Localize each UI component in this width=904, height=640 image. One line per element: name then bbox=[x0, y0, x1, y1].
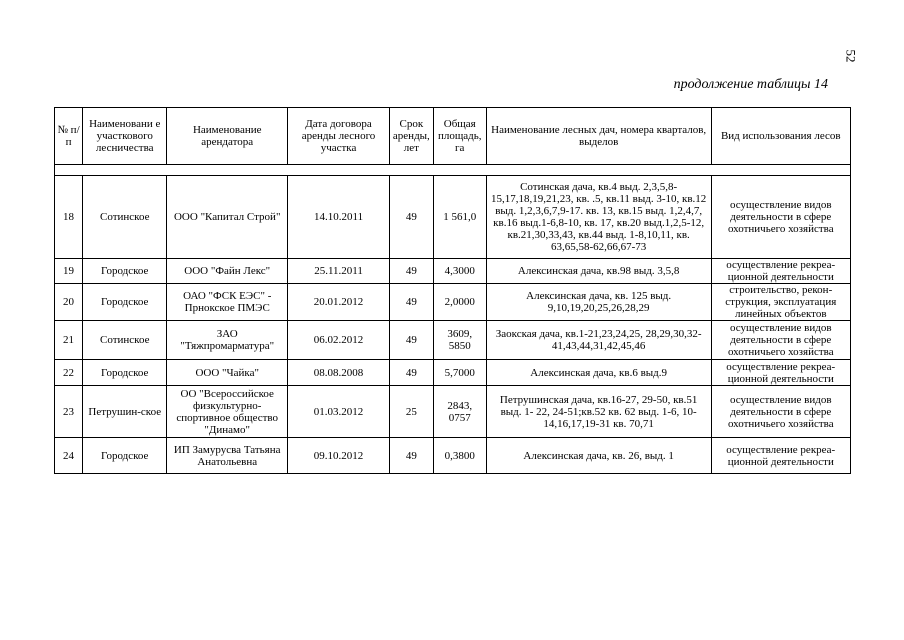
table-row bbox=[55, 386, 851, 438]
cell-forestry: Городское bbox=[83, 438, 167, 474]
page-number: 52 bbox=[843, 49, 859, 63]
table-caption: продолжение таблицы 14 bbox=[673, 77, 828, 92]
cell-area: 2,0000 bbox=[433, 284, 486, 321]
table-row bbox=[55, 321, 851, 360]
cell-plots: Алексинская дача, кв. 125 выд. 9,10,19,20,25,26,28,29 bbox=[486, 284, 711, 321]
cell-date: 09.10.2012 bbox=[288, 438, 390, 474]
cell-area: 2843, 0757 bbox=[433, 386, 486, 438]
cell-tenant: ОАО "ФСК ЕЭС" - Прнокское ПМЭС bbox=[167, 284, 288, 321]
cell-num: 20 bbox=[55, 284, 83, 321]
table-row bbox=[55, 259, 851, 284]
cell-date: 20.01.2012 bbox=[288, 284, 390, 321]
header-num: № п/п bbox=[55, 108, 83, 165]
cell-tenant: ЗАО "Тяжпромарматура" bbox=[167, 321, 288, 360]
cell-num: 24 bbox=[55, 438, 83, 474]
cell-forestry: Сотинское bbox=[83, 176, 167, 259]
cell-forestry: Городское bbox=[83, 259, 167, 284]
header-tenant: Наименование арендатора bbox=[167, 108, 288, 165]
cell-term: 49 bbox=[390, 284, 434, 321]
cell-date: 25.11.2011 bbox=[288, 259, 390, 284]
cell-plots: Алексинская дача, кв. 26, выд. 1 bbox=[486, 438, 711, 474]
cell-forestry: Сотинское bbox=[83, 321, 167, 360]
cell-tenant: ИП Замурусва Татьяна Анатольевна bbox=[167, 438, 288, 474]
cell-area: 3609, 5850 bbox=[433, 321, 486, 360]
cell-plots: Петрушинская дача, кв.16-27, 29-50, кв.51 выд. 1- 22, 24-51;кв.52 кв. 62 выд. 1-6, 10-14,16,17,19-31 кв. 70,71 bbox=[486, 386, 711, 438]
cell-usage: осуществление рекреа-ционной деятельности bbox=[711, 360, 850, 386]
header-plots: Наименование лесных дач, номера кварталов, выделов bbox=[486, 108, 711, 165]
cell-tenant: ООО "Чайка" bbox=[167, 360, 288, 386]
cell-area: 5,7000 bbox=[433, 360, 486, 386]
cell-usage: осуществление видов деятельности в сфере охотничьего хозяйства bbox=[711, 321, 850, 360]
cell-num: 19 bbox=[55, 259, 83, 284]
cell-term: 49 bbox=[390, 360, 434, 386]
cell-num: 22 bbox=[55, 360, 83, 386]
cell-plots: Заокская дача, кв.1-21,23,24,25, 28,29,30,32-41,43,44,31,42,45,46 bbox=[486, 321, 711, 360]
spacer-row bbox=[55, 165, 851, 176]
header-usage: Вид использования лесов bbox=[711, 108, 850, 165]
cell-area: 1 561,0 bbox=[433, 176, 486, 259]
table-row bbox=[55, 176, 851, 259]
cell-usage: осуществление видов деятельности в сфере охотничьего хозяйства bbox=[711, 386, 850, 438]
cell-num: 23 bbox=[55, 386, 83, 438]
cell-date: 01.03.2012 bbox=[288, 386, 390, 438]
cell-forestry: Городское bbox=[83, 360, 167, 386]
cell-term: 49 bbox=[390, 321, 434, 360]
header-date: Дата договора аренды лесного участка bbox=[288, 108, 390, 165]
cell-plots: Алексинская дача, кв.6 выд.9 bbox=[486, 360, 711, 386]
cell-term: 25 bbox=[390, 386, 434, 438]
cell-plots: Сотинская дача, кв.4 выд. 2,3,5,8-15,17,18,19,21,23, кв. .5, кв.11 выд. 3-10, кв.12 выд. 1,2,3,6,7,9-17. кв. 13, кв.15 выд. 1,2,4,7, кв.16 выд.1-6,8-10, кв. 17, кв.20 выд.1,2,5-12, кв.21,30,33,43, кв.44 выд. 1-8,10,11, кв. 63,65,58-62,66,67-73 bbox=[486, 176, 711, 259]
cell-date: 08.08.2008 bbox=[288, 360, 390, 386]
header-term: Срок аренды, лет bbox=[390, 108, 434, 165]
header-row bbox=[55, 108, 851, 165]
cell-term: 49 bbox=[390, 259, 434, 284]
cell-usage: строительство, рекон-струкция, эксплуатация линейных объектов bbox=[711, 284, 850, 321]
cell-tenant: ООО "Капитал Строй" bbox=[167, 176, 288, 259]
cell-forestry: Городское bbox=[83, 284, 167, 321]
header-forestry: Наименовани е участкового лесничества bbox=[83, 108, 167, 165]
header-area: Общая площадь, га bbox=[433, 108, 486, 165]
cell-usage: осуществление рекреа-ционной деятельности bbox=[711, 438, 850, 474]
cell-usage: осуществление рекреа-ционной деятельности bbox=[711, 259, 850, 284]
cell-num: 21 bbox=[55, 321, 83, 360]
cell-term: 49 bbox=[390, 438, 434, 474]
cell-plots: Алексинская дача, кв.98 выд. 3,5,8 bbox=[486, 259, 711, 284]
cell-tenant: ООО "Файн Лекс" bbox=[167, 259, 288, 284]
cell-num: 18 bbox=[55, 176, 83, 259]
cell-forestry: Петрушин-ское bbox=[83, 386, 167, 438]
table-row bbox=[55, 360, 851, 386]
table-row bbox=[55, 438, 851, 474]
lease-table bbox=[54, 107, 851, 474]
table-row bbox=[55, 284, 851, 321]
cell-tenant: ОО "Всероссийское физкультурно-спортивное общество "Динамо" bbox=[167, 386, 288, 438]
cell-date: 14.10.2011 bbox=[288, 176, 390, 259]
cell-term: 49 bbox=[390, 176, 434, 259]
cell-date: 06.02.2012 bbox=[288, 321, 390, 360]
cell-area: 0,3800 bbox=[433, 438, 486, 474]
cell-area: 4,3000 bbox=[433, 259, 486, 284]
cell-usage: осуществление видов деятельности в сфере охотничьего хозяйства bbox=[711, 176, 850, 259]
